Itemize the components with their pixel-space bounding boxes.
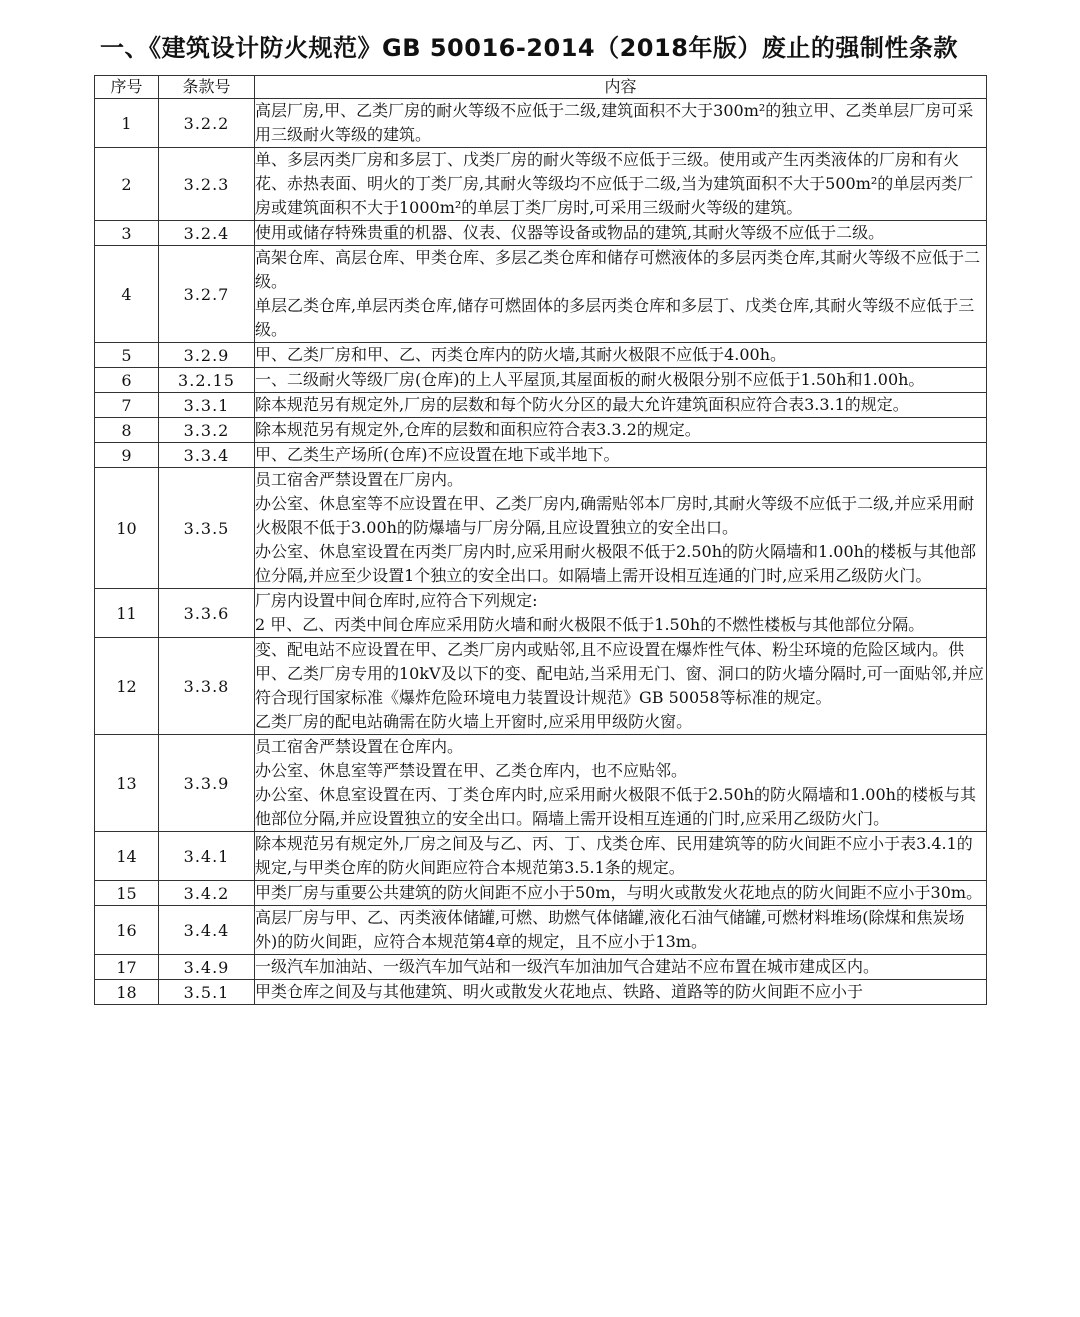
row-number: 13: [95, 735, 159, 832]
clause-number: 3.3.6: [159, 589, 255, 638]
clause-number: 3.2.9: [159, 343, 255, 368]
clause-paragraph: 一、二级耐火等级厂房(仓库)的上人平屋顶,其屋面板的耐火极限分别不应低于1.50h和1.00h。: [255, 370, 925, 389]
clause-content: [255, 246, 987, 343]
clause-number: 3.2.7: [159, 246, 255, 343]
clause-number: 3.3.5: [159, 468, 255, 589]
table-row: [95, 906, 987, 955]
clause-content: [255, 99, 987, 148]
clause-paragraph: 除本规范另有规定外,厂房的层数和每个防火分区的最大允许建筑面积应符合表3.3.1的规定。: [255, 395, 909, 414]
row-number: 8: [95, 418, 159, 443]
row-number: 16: [95, 906, 159, 955]
table-row: [95, 955, 987, 980]
clause-number: 3.3.8: [159, 638, 255, 735]
clause-content: [255, 368, 987, 393]
clause-content: [255, 443, 987, 468]
clause-paragraph: 厂房内设置中间仓库时,应符合下列规定:: [255, 591, 538, 610]
clause-content: [255, 906, 987, 955]
table-row: [95, 980, 987, 1005]
table-row: [95, 221, 987, 246]
table-body: [95, 99, 987, 1005]
table-row: [95, 246, 987, 343]
clause-number: 3.4.4: [159, 906, 255, 955]
clause-content: [255, 148, 987, 221]
clause-number: 3.5.1: [159, 980, 255, 1005]
clause-number: 3.2.3: [159, 148, 255, 221]
table-row: [95, 589, 987, 638]
table-row: [95, 443, 987, 468]
row-number: 17: [95, 955, 159, 980]
table-row: [95, 468, 987, 589]
clause-paragraph: 高架仓库、高层仓库、甲类仓库、多层乙类仓库和储存可燃液体的多层丙类仓库,其耐火等级不应低于二级。: [255, 248, 981, 291]
clause-number: 3.4.9: [159, 955, 255, 980]
header-no: 序号: [95, 76, 159, 99]
row-number: 14: [95, 832, 159, 881]
clause-paragraph: 高层厂房,甲、乙类厂房的耐火等级不应低于二级,建筑面积不大于300m²的独立甲、乙类单层厂房可采用三级耐火等级的建筑。: [255, 101, 974, 144]
table-row: [95, 99, 987, 148]
clause-number: 3.2.15: [159, 368, 255, 393]
table-row: [95, 638, 987, 735]
clause-content: [255, 393, 987, 418]
row-number: 5: [95, 343, 159, 368]
clause-paragraph: 单、多层丙类厂房和多层丁、戊类厂房的耐火等级不应低于三级。使用或产生丙类液体的厂房和有火花、赤热表面、明火的丁类厂房,其耐火等级均不应低于二级,当为建筑面积不大于500m²的单层丙类厂房或建筑面积不大于1000m²的单层丁类厂房时,可采用三级耐火等级的建筑。: [255, 150, 974, 217]
clause-content: [255, 881, 987, 906]
clause-paragraph: 甲类厂房与重要公共建筑的防火间距不应小于50m，与明火或散发火花地点的防火间距不应小于30m。: [255, 883, 983, 902]
row-number: 10: [95, 468, 159, 589]
row-number: 18: [95, 980, 159, 1005]
table-row: [95, 418, 987, 443]
clause-paragraph: 使用或储存特殊贵重的机器、仪表、仪器等设备或物品的建筑,其耐火等级不应低于二级。: [255, 223, 885, 242]
clause-paragraph: 办公室、休息室等不应设置在甲、乙类厂房内,确需贴邻本厂房时,其耐火等级不应低于二级,并应采用耐火极限不低于3.00h的防爆墙与厂房分隔,且应设置独立的安全出口。: [255, 494, 975, 537]
header-content: 内容: [255, 76, 987, 99]
clause-paragraph: 甲类仓库之间及与其他建筑、明火或散发火花地点、铁路、道路等的防火间距不应小于: [255, 982, 864, 1001]
clause-number: 3.4.2: [159, 881, 255, 906]
clause-content: [255, 735, 987, 832]
row-number: 1: [95, 99, 159, 148]
row-number: 3: [95, 221, 159, 246]
clause-paragraph: 高层厂房与甲、乙、丙类液体储罐,可燃、助燃气体储罐,液化石油气储罐,可燃材料堆场(除煤和焦炭场外)的防火间距，应符合本规范第4章的规定，且不应小于13m。: [255, 908, 965, 951]
clause-paragraph: 乙类厂房的配电站确需在防火墙上开窗时,应采用甲级防火窗。: [255, 712, 693, 731]
clause-content: [255, 980, 987, 1005]
clause-paragraph: 甲、乙类生产场所(仓库)不应设置在地下或半地下。: [255, 445, 620, 464]
table-row: [95, 343, 987, 368]
clause-paragraph: 单层乙类仓库,单层丙类仓库,储存可燃固体的多层丙类仓库和多层丁、戊类仓库,其耐火等级不应低于三级。: [255, 296, 975, 339]
clause-content: [255, 343, 987, 368]
clause-paragraph: 变、配电站不应设置在甲、乙类厂房内或贴邻,且不应设置在爆炸性气体、粉尘环境的危险区域内。供甲、乙类厂房专用的10kV及以下的变、配电站,当采用无门、窗、洞口的防火墙分隔时,可一面贴邻,并应符合现行国家标准《爆炸危险环境电力装置设计规范》GB 50058等标准的规定。: [255, 640, 984, 707]
clause-number: 3.3.4: [159, 443, 255, 468]
header-clause: 条款号: [159, 76, 255, 99]
clause-paragraph: 员工宿舍严禁设置在厂房内。: [255, 470, 464, 489]
row-number: 11: [95, 589, 159, 638]
row-number: 9: [95, 443, 159, 468]
clause-content: [255, 221, 987, 246]
row-number: 2: [95, 148, 159, 221]
row-number: 4: [95, 246, 159, 343]
clause-number: 3.3.9: [159, 735, 255, 832]
clause-number: 3.3.1: [159, 393, 255, 418]
table-row: [95, 735, 987, 832]
clause-content: [255, 468, 987, 589]
clauses-table: [94, 75, 987, 1005]
clause-paragraph: 一级汽车加油站、一级汽车加气站和一级汽车加油加气合建站不应布置在城市建成区内。: [255, 957, 880, 976]
clause-paragraph: 2 甲、乙、丙类中间仓库应采用防火墙和耐火极限不低于1.50h的不燃性楼板与其他部位分隔。: [255, 615, 925, 634]
page-title: 一、《建筑设计防火规范》GB 50016-2014（2018年版）废止的强制性条款: [100, 34, 958, 62]
clause-paragraph: 除本规范另有规定外,厂房之间及与乙、丙、丁、戊类仓库、民用建筑等的防火间距不应小于表3.4.1的规定,与甲类仓库的防火间距应符合本规范第3.5.1条的规定。: [255, 834, 973, 877]
row-number: 6: [95, 368, 159, 393]
table-row: [95, 881, 987, 906]
table-row: [95, 832, 987, 881]
table-header-row: [95, 76, 987, 99]
clause-paragraph: 员工宿舍严禁设置在仓库内。: [255, 737, 464, 756]
clause-paragraph: 办公室、休息室设置在丙、丁类仓库内时,应采用耐火极限不低于2.50h的防火隔墙和1.00h的楼板与其他部位分隔,并应设置独立的安全出口。隔墙上需开设相互连通的门时,应采用乙级防火门。: [255, 785, 976, 828]
row-number: 7: [95, 393, 159, 418]
clause-content: [255, 638, 987, 735]
clause-paragraph: 除本规范另有规定外,仓库的层数和面积应符合表3.3.2的规定。: [255, 420, 701, 439]
clause-number: 3.4.1: [159, 832, 255, 881]
clause-paragraph: 办公室、休息室设置在丙类厂房内时,应采用耐火极限不低于2.50h的防火隔墙和1.00h的楼板与其他部位分隔,并应至少设置1个独立的安全出口。如隔墙上需开设相互连通的门时,应采用乙级防火门。: [255, 542, 976, 585]
clause-number: 3.2.2: [159, 99, 255, 148]
table-row: [95, 368, 987, 393]
clause-content: [255, 589, 987, 638]
row-number: 12: [95, 638, 159, 735]
clause-paragraph: 甲、乙类厂房和甲、乙、丙类仓库内的防火墙,其耐火极限不应低于4.00h。: [255, 345, 787, 364]
clause-number: 3.2.4: [159, 221, 255, 246]
clause-content: [255, 832, 987, 881]
row-number: 15: [95, 881, 159, 906]
clause-content: [255, 418, 987, 443]
table-row: [95, 393, 987, 418]
clause-content: [255, 955, 987, 980]
table-row: [95, 148, 987, 221]
clause-paragraph: 办公室、休息室等严禁设置在甲、乙类仓库内，也不应贴邻。: [255, 761, 688, 780]
clause-number: 3.3.2: [159, 418, 255, 443]
